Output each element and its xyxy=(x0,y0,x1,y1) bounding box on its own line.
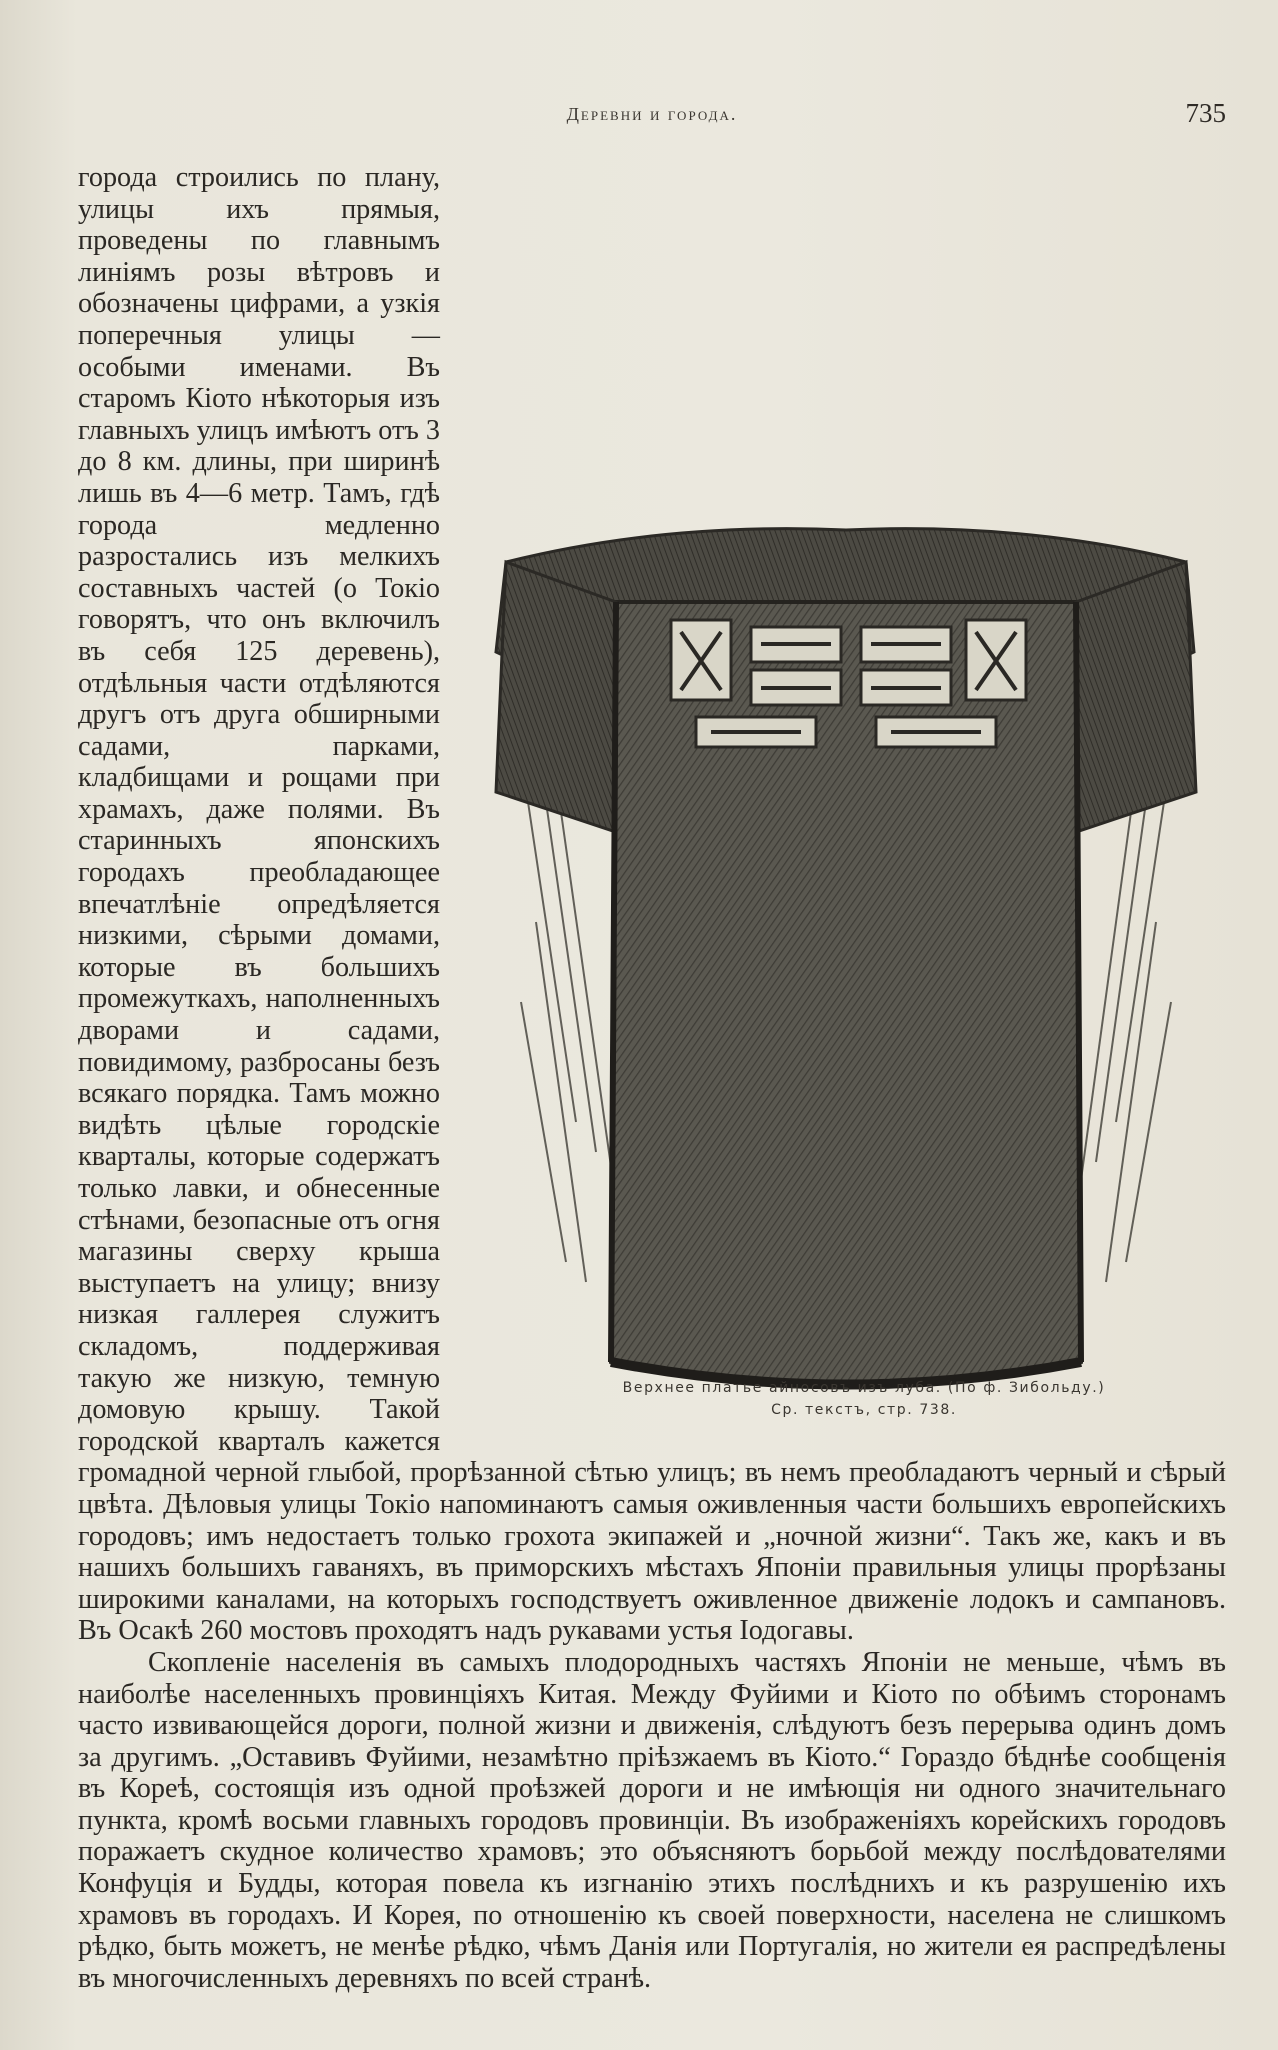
paragraph-2: Скопленiе населенiя въ самыхъ плодородныхъ частяхъ Японiи не меньше, чѣмъ въ наиболѣе населенныхъ провинцiяхъ Китая. Между Фуйими и Кiото по обѣимъ сторонамъ часто извивающейся дороги, полной жизни и движенiя, слѣдуютъ безъ перерыва одинъ домъ за другимъ. „Оставивъ Фуйими, незамѣтно прiѣзжаемъ въ Кiото.“ Гораздо бѣднѣе сообщенiя въ Кореѣ, состоящiя изъ одной проѣзжей дороги и не имѣющiя ни одного значительнаго пункта, кромѣ восьми главныхъ городовъ провинцiи. Въ изображенiяхъ корейскихъ городовъ поражаетъ скудное количество храмовъ; это объясняютъ борьбой между послѣдователями Конфуцiя и Будды, которая повела къ изгнанiю этихъ послѣднихъ и къ разрушенiю ихъ храмовъ въ городахъ. И Корея, по отношенiю къ своей поверхности, населена не слишкомъ рѣдко, быть можетъ, не менѣе рѣдко, чѣмъ Данiя или Португалiя, но жители ея распредѣлены въ многочисленныхъ деревняхъ по всей странѣ. xyxy=(78,1646,1226,1994)
body-text xyxy=(78,162,1226,1994)
page-number: 735 xyxy=(1185,98,1226,128)
paragraph-1-text: города строились по плану, улицы ихъ прямыя, проведены по главнымъ линiямъ розы вѣтровъ и обозначены цифрами, а узкiя поперечныя улицы — особыми именами. Въ старомъ Кiото нѣкоторыя изъ главныхъ улицъ имѣютъ отъ 3 до 8 км. длины, при ширинѣ лишь въ 4—6 метр. Тамъ, гдѣ города медленно разростались изъ мелкихъ составныхъ частей (о Токiо говорятъ, что онъ включилъ въ себя 125 деревень), отдѣльныя части отдѣляются другъ отъ друга обширными садами, парками, кладбищами и рощами при храмахъ, даже полями. Въ старинныхъ японскихъ городахъ преобладающее впечатлѣнiе опредѣляется низкими, сѣрыми домами, которые въ большихъ промежуткахъ, наполненныхъ дворами и садами, повидимому, разбросаны безъ всякаго порядка. Тамъ можно видѣть цѣлые городскiе кварталы, которые содержатъ только лавки, и обнесенные стѣнами, безопасные отъ огня магазины сверху крыша выступаетъ на улицу; внизу низкая галлерея служитъ складомъ, поддерживая такую же низкую, темную домовую крышу. Такой городской кварталъ кажется громадной черной глыбой, прорѣзанной сѣтью улицъ; въ немъ преобладаютъ черный и сѣрый цвѣта. Дѣловыя улицы Токiо напоминаютъ самыя оживленныя части большихъ европейскихъ городовъ; имъ недостаетъ только грохота экипажей и „ночной жизни“. Такъ же, какъ и въ нашихъ большихъ гаваняхъ, въ приморскихъ мѣстахъ Японiи правильныя улицы прорѣзаны широкими каналами, на которыхъ господствуетъ оживленное движенiе лодокъ и сампановъ. Въ Осакѣ 260 мостовъ проходятъ надъ рукавами устья Iодогавы. xyxy=(78,162,1226,1647)
caption-line-1: Верхнее платье айносовъ изъ луба. (По ф. Зибольду.) xyxy=(622,1380,1106,1396)
page-header xyxy=(78,98,1226,138)
ainu-robe-illustration xyxy=(466,502,1226,1447)
running-title: Деревни и города. xyxy=(566,104,738,124)
paragraph-1 xyxy=(78,162,1226,1647)
robe-engraving xyxy=(466,502,1226,1447)
caption-line-2: Ср. текстъ, стр. 738. xyxy=(771,1402,957,1418)
